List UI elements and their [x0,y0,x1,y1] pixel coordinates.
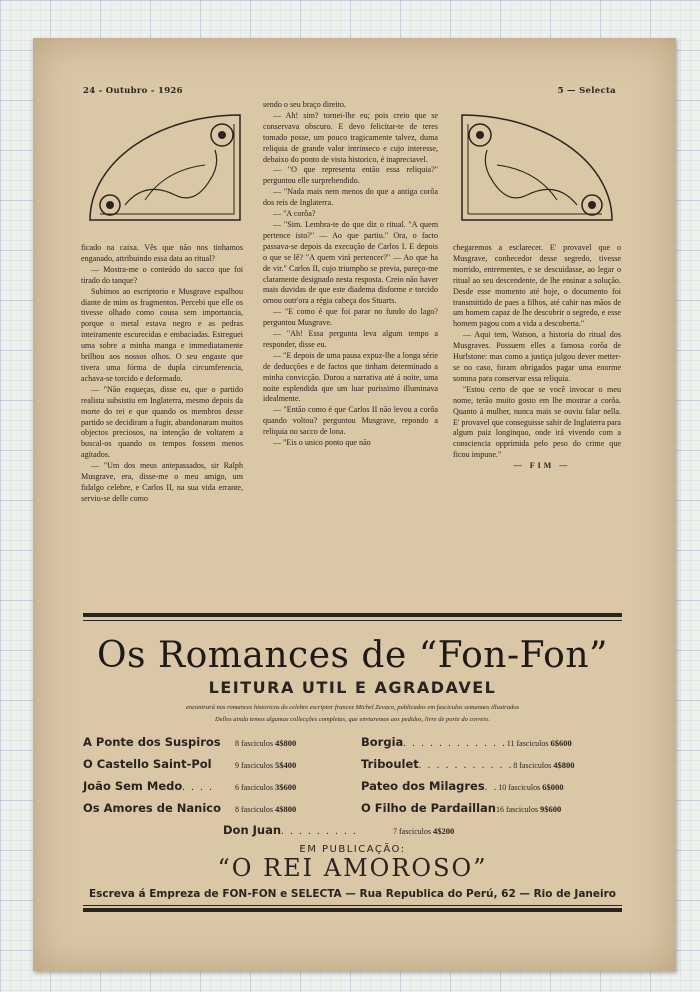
book-fascicles: 6 fasciculos 3$600 [235,782,297,792]
paragraph: — "Não esqueças, disse eu, que o partido realista subsistiu em Inglaterra, mesmo depois da morte do rei e que quando os membros desse partido se decidiram a fugir, abandonaram muitos objectos preciosos, na intenção de voltarem a buscal-os quando os tempos fossem menos agitados. [81,384,243,460]
book-title: A Ponte dos Suspiros [83,735,221,749]
page-number: 5 — Selecta [557,86,616,96]
book-title: Triboulet [361,757,419,771]
book-title: Os Amores de Nanico [83,801,221,815]
book-fascicles: 7 fasciculos 4$200 [393,826,455,836]
story-column-3 [453,243,621,472]
book-fascicles: 8 fasciculos 4$800 [235,738,297,748]
paragraph: — Ah! sim? tornei-lhe eu; pois creio que se conservava obscuro. E devo felicitar-te de teres tomado posse, um pouco tragicamente talvez, duma reliquia de grande valor intrinseco e cujo interesse, debaixo do ponto de vista historico, é inapreciavel. [263,110,438,164]
book-entry [361,801,624,815]
ad-subtitle: LEITURA UTIL E AGRADAVEL [208,678,497,697]
book-fascicles: 8 fasciculos 4$800 [235,804,297,814]
paragraph: — "E como é que foi parar no fundo do lago? perguntou Musgrave. [263,307,438,328]
book-entry: Borgia . . . . . . . . . . . . 11 fasciculos 6$600 [361,735,624,749]
paragraph: — "Ah! Essa pergunta leva algum tempo a responder, disse eu. [263,329,438,349]
book-fascicles: 10 fasciculos 6$000 [498,782,564,792]
book-entry [83,801,353,815]
paragraph: — "Então como é que Carlos II não levou a corôa quando voltou? perguntou Musgrave, repondo a reliquia no sacco de lona. [263,405,438,437]
book-title: O Castello Saint-Pol [83,757,212,771]
em-publicacao-label: EM PUBLICAÇÃO: [299,844,406,855]
book-entry [83,757,353,771]
book-entry [83,735,353,749]
issue-date: 24 - Outubro - 1926 [83,86,183,96]
book-title: Borgia [361,735,404,749]
magazine-page [33,38,676,971]
paragraph: ficado na caixa. Vês que não nos tinhamos enganado, attribuindo essa data ao ritual? [81,243,243,263]
story-column-2 [263,100,438,449]
paragraph: — "Sim. Lembra-te do que diz o ritual. "A quem pertence isto?" — Ao que partiu." Ora, o facto passava-se depois da execução de Carlos I. E depois o que se lê? "A quem virá pertencer?" — Ao que ha de vir." Carlos II, cujo triumpho se previa, pareço-me claramente designado nesta resposta. Creio não haver mais duvidas de que este diadema disforme e torcido ornou outr'ora a régia cabeça dos Stuarts. [263,219,438,306]
paragraph: Subimos ao escriptorio e Musgrave espalhou diante de mim os fragmentos. Percebi que elle os tivesse olhado como cousa sem importancia, porque o metal estava negro e as pedras inteiramente escurecidas e embaciadas. Estreguei uma sobre a minha manga e immediatamente brilhou aos nossos olhos. O seu engaste que tivera uma fórma de dupla circumferencia, achava-se torcido e deformado. [81,286,243,383]
book-entry: Pateo dos Milagres . . 10 fasciculos 6$000 [361,779,624,793]
story-column-1 [81,243,243,505]
ad-bottom-rule [83,908,622,912]
rei-amoroso-title: “O REI AMOROSO” [217,854,488,882]
paragraph: — "Eis o unico ponto que não [273,438,371,448]
book-title: Don Juan [223,823,282,837]
paragraph: chegaremos a esclarecer. E' provavel que o Musgrave, conhecedor desse segredo, tivesse morrido, entrementes, e se descuidasse, ao legar o ritual ao seu descendente, de lhe ensinar a solução. Desde esse momento até hoje, o documento foi transmittido de paes a filhos, até cahir nas mãos de um homem capaz de lhe descobrir o segredo, e esse homem pagou com a vida a descoberta." [453,243,621,329]
book-fascicles: 8 fasciculos 4$800 [513,760,575,770]
story-end-marker: — FIM — [513,461,571,471]
paragraph: sendo o seu braço direito. [263,100,346,109]
book-entry: Triboulet . . . . . . . . . . . 8 fasciculos 4$800 [361,757,624,771]
paragraph: — "O que representa então essa reliquia?" perguntou elle surprehendido. [263,165,438,186]
paragraph: — "Um dos meus antepassados, sir Ralph Musgrave, era, disse-me o meu amigo, um fidalgo celebre, e Carlos II, na sua vida errante, serviu-se delle como [81,461,243,503]
ad-intro-line-2: Delles ainda temos algumas collecções completas, que enviaremos aos pedidos, livre de porte do correio. [215,716,490,723]
ad-intro-line: encontrará nos romances historicos do celebre escriptor francez Michel Zevaco, publicados em fasciculos semanaes illustrados [186,704,519,711]
quarter-circle-ornament-right [457,110,617,230]
book-fascicles: 11 fasciculos 6$600 [506,738,572,748]
ad-top-rule [83,613,622,617]
paragraph: — Mostra-me o conteúdo do sacco que foi tirado do tanque? [81,264,243,285]
book-fascicles: 16 fasciculos 9$600 [495,804,562,814]
publisher-address: Escreva á Empreza de FON-FON e SELECTA — Rua Republica do Perú, 62 — Rio de Janeiro [88,888,617,900]
quarter-circle-ornament-left [85,110,245,230]
book-title: Pateo dos Milagres [361,779,485,793]
book-title: João Sem Medo [83,779,183,793]
paragraph: — "A corôa? [273,209,316,219]
paragraph: "Estou certo de que se você invocar o meu nome, terão muito gosto em lhe mostrar a corôa. Quanto á mulher, nunca mais se ouviu falar nella. E' provavel que conseguisse sahir de Inglaterra para algum paiz longinquo, onde irá vivendo com a consciencia opprimida pelo peso do crime que ficou impune." [453,384,621,460]
paragraph: — Aqui tem, Watson, a historia do ritual dos Musgraves. Possuem elles a famosa corôa de Hurlstone: mas como a justiça julgou dever metter-se no caso, foram obrigados pagar uma enorme somma para conservar essa reliquia. [453,330,621,383]
book-fascicles: 9 fasciculos 5$400 [235,760,297,770]
book-title: O Filho de Pardaillan [361,801,496,815]
book-entry: Don Juan . . . . . . . . . 7 fasciculos 4$200 [223,823,493,837]
ad-title: Os Romances de “Fon-Fon” [97,635,608,676]
paragraph: — "E depois de uma pausa expuz-lhe a longa série de deducções e de factos que tinham determinado a minha convicção. Durou a narrativa até á noite, uma noite esplendida que um luar purissimo illuminava idealmente. [263,350,438,404]
book-entry: João Sem Medo . . . . 6 fasciculos 3$600 [83,779,353,793]
ad-top-rule-thin [83,620,622,621]
paragraph: — "Nada mais nem menos do que a antiga corôa dos reis de Inglaterra. [263,187,438,208]
ad-bottom-rule-thin [83,905,622,906]
